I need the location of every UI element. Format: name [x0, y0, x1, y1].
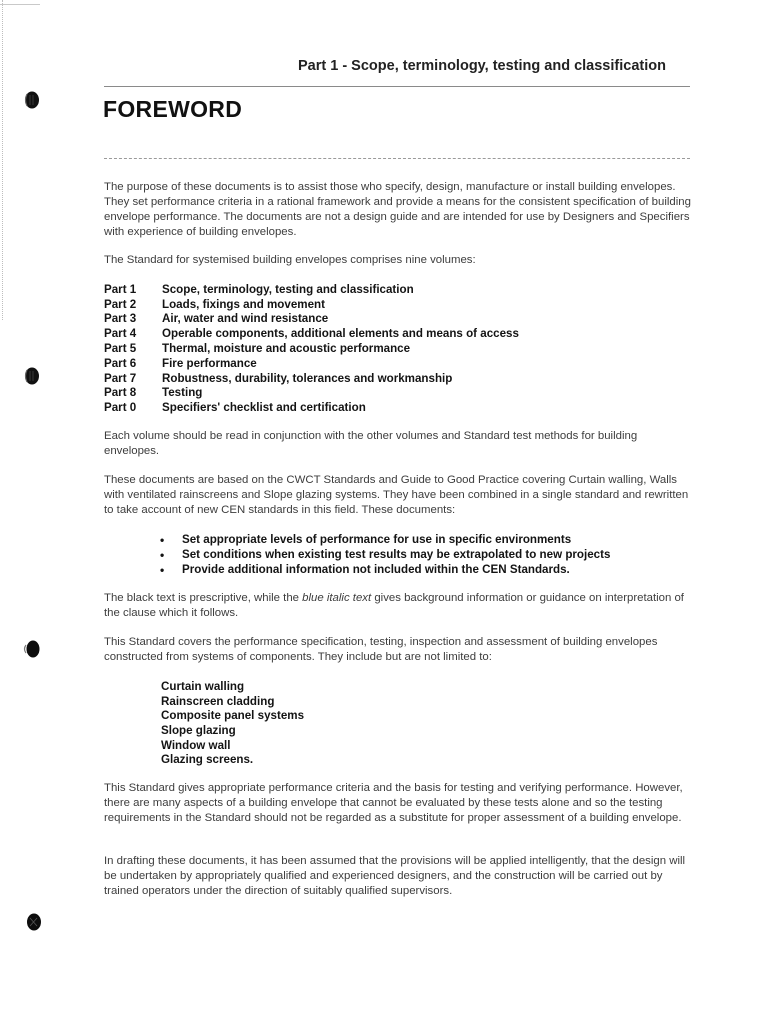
part-title: Scope, terminology, testing and classification [162, 282, 414, 296]
part-title: Operable components, additional elements and means of access [162, 327, 519, 341]
list-item [104, 386, 519, 401]
list-item [104, 400, 519, 415]
list-item: Window wall [161, 738, 231, 752]
list-item: Curtain walling [161, 679, 245, 693]
part-number: Part 7 [104, 371, 137, 385]
part-number: Part 1 [104, 282, 137, 296]
part-number: Part 6 [104, 356, 137, 370]
part-title: Air, water and wind resistance [162, 312, 329, 326]
part-title: Thermal, moisture and acoustic performance [162, 342, 411, 356]
volume-list [104, 282, 519, 415]
bullet-text: Set conditions when existing test results may be extrapolated to new projects [182, 548, 611, 561]
blue-italic-text: blue italic text [302, 592, 372, 604]
bullet-list [160, 532, 610, 577]
part-number: Part 0 [104, 401, 137, 415]
bullet-icon: • [160, 547, 165, 562]
conjunction-paragraph: Each volume should be read in conjunction with the other volumes and Standard test methods for building envelopes. [104, 430, 638, 457]
intro-paragraph: The purpose of these documents is to assist those who specify, design, manufacture or install building envelopes. They set performance criteria in a rational framework and provide a means for the consistent specification of building envelope performance. The documents are not a design guide and are intended for use by Designers and Specifiers with experience of building envelopes. [104, 181, 691, 238]
convention-text-a: The black text is prescriptive, while the [104, 592, 303, 604]
list-item [104, 282, 519, 297]
running-header: Part 1 - Scope, terminology, testing and classification [298, 58, 666, 74]
criteria-paragraph: This Standard gives appropriate performance criteria and the basis for testing and verifying performance. However, there are many aspects of a building envelope that cannot be evaluated by these tests alone and so the testing requirements in the Standard should not be regarded as a substitute for proper assessment of a building envelope. [104, 782, 683, 824]
list-item [160, 532, 610, 547]
list-item [160, 562, 610, 577]
bullet-text: Provide additional information not included within the CEN Standards. [182, 563, 570, 576]
part-title: Specifiers' checklist and certification [162, 401, 366, 415]
part-title: Robustness, durability, tolerances and workmanship [162, 371, 453, 385]
list-item [104, 297, 519, 312]
volumes-intro: The Standard for systemised building envelopes comprises nine volumes: [104, 254, 476, 266]
list-item [104, 356, 519, 371]
coverage-paragraph: This Standard covers the performance specification, testing, inspection and assessment of building envelopes constructed from systems of components. They include but are not limited to: [104, 636, 658, 663]
scan-edge-mark [2, 0, 6, 320]
header-rule [104, 86, 690, 87]
envelope-type-list [161, 679, 304, 767]
part-number: Part 4 [104, 327, 137, 341]
list-item [104, 341, 519, 356]
list-item [104, 312, 519, 327]
binder-hole-icon [22, 366, 40, 386]
binder-hole-icon [22, 639, 40, 659]
page-title: FOREWORD [103, 96, 243, 122]
list-item [104, 326, 519, 341]
part-number: Part 2 [104, 297, 137, 311]
part-title: Fire performance [162, 356, 257, 370]
list-item [104, 371, 519, 386]
list-item: Composite panel systems [161, 709, 305, 723]
list-item: Slope glazing [161, 723, 236, 737]
bullet-icon: • [160, 562, 165, 577]
list-item [160, 547, 610, 562]
basis-paragraph: These documents are based on the CWCT Standards and Guide to Good Practice covering Curtain walling, Walls with ventilated rainscreens and Slope glazing systems. They have been combined in a single standard and rewritten to take account of new CEN standards in this field. These documents: [104, 474, 689, 516]
title-rule [104, 158, 690, 159]
part-title: Loads, fixings and movement [162, 297, 325, 311]
part-title: Testing [162, 386, 203, 400]
bullet-icon: • [160, 532, 165, 547]
list-item: Rainscreen cladding [161, 694, 275, 708]
text-convention-paragraph [104, 591, 694, 621]
binder-hole-icon [22, 90, 40, 110]
part-number: Part 8 [104, 386, 137, 400]
scan-edge-mark [0, 4, 40, 5]
part-number: Part 3 [104, 312, 137, 326]
binder-hole-icon [24, 912, 42, 932]
bullet-text: Set appropriate levels of performance for use in specific environments [182, 533, 572, 546]
part-number: Part 5 [104, 342, 137, 356]
drafting-paragraph: In drafting these documents, it has been assumed that the provisions will be applied intelligently, that the design will be undertaken by appropriately qualified and experienced designers, and the construction will be carried out by trained operators under the direction of suitably qualified supervisors. [104, 855, 686, 897]
list-item: Glazing screens. [161, 753, 254, 767]
convention-text-b: gives background information or guidance on interpretation of the clause which it follows. [104, 592, 684, 619]
